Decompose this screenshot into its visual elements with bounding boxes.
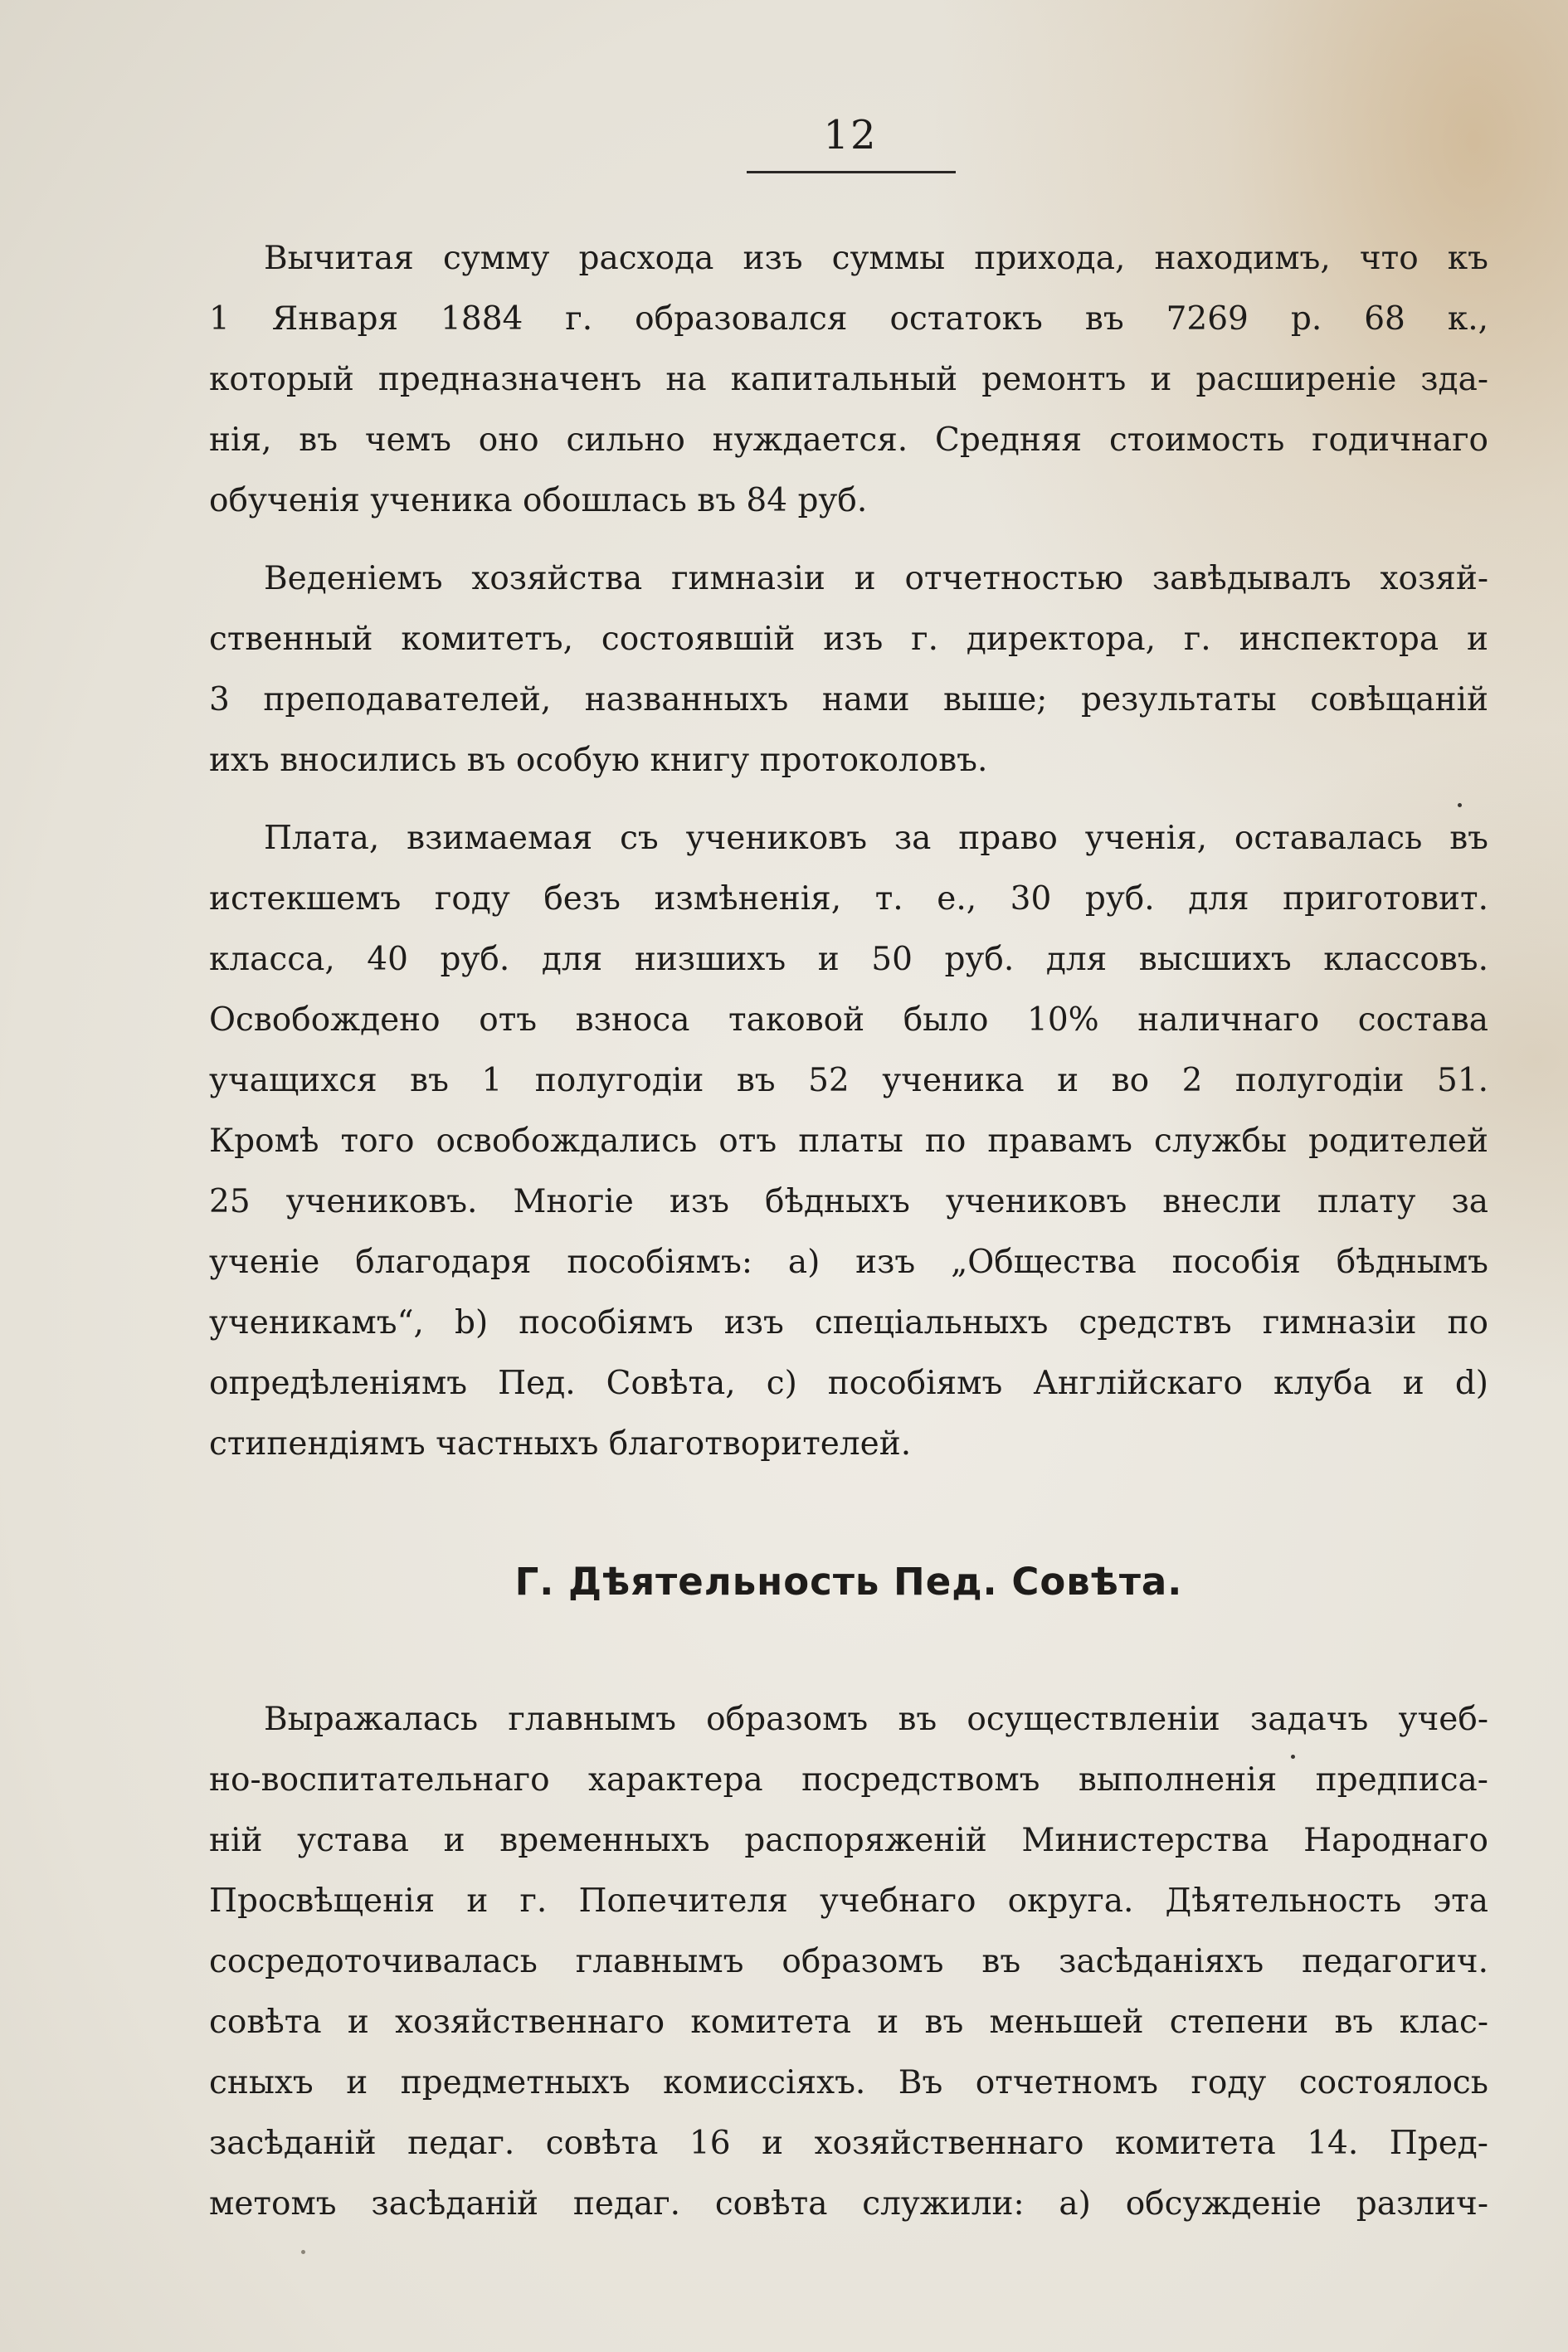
text-line: Веденіемъ хозяйства гимназіи и отчетностью завѣдывалъ хозяй- [264, 560, 1488, 597]
text-line: 3 преподавателей, названныхъ нами выше; результаты совѣщаній [209, 681, 1488, 718]
text-line: ученіе благодаря пособіямъ: а) изъ „Общества пособія бѣднымъ [209, 1244, 1488, 1281]
text-line: Освобождено отъ взноса таковой было 10% наличнаго состава [209, 1001, 1488, 1039]
text-line: Плата, взимаемая съ учениковъ за право ученія, оставалась въ [264, 820, 1488, 857]
paragraph-tuition-fees [209, 808, 1488, 1474]
text-line: Просвѣщенія и г. Попечителя учебнаго округа. Дѣятельность эта [209, 1882, 1488, 1920]
text-line: который предназначенъ на капитальный ремонтъ и расширеніе зда- [209, 361, 1488, 398]
text-line: но-воспитательнаго характера посредствомъ выполненія предписа- [209, 1761, 1488, 1799]
text-line: совѣта и хозяйственнаго комитета и въ меньшей степени въ клас- [209, 2004, 1488, 2041]
text-line: сосредоточивалась главнымъ образомъ въ засѣданіяхъ педагогич. [209, 1943, 1488, 1980]
text-line: опредѣленіямъ Пед. Совѣта, с) пособіямъ Англійскаго клуба и d) [209, 1365, 1488, 1402]
text-line: ихъ вносились въ особую книгу протоколовъ. [209, 742, 988, 779]
text-line: сныхъ и предметныхъ комиссіяхъ. Въ отчетномъ году состоялось [209, 2064, 1488, 2101]
page-number-rule [747, 171, 956, 173]
text-line: Вычитая сумму расхода изъ суммы прихода, находимъ, что къ [264, 240, 1488, 277]
section-heading: Г. Дѣятельность Пед. Совѣта. [514, 1560, 1183, 1604]
print-speck [301, 2250, 305, 2254]
text-line: стипендіямъ частныхъ благотворителей. [209, 1425, 912, 1463]
paragraph-remainder [209, 228, 1488, 531]
text-line: Выражалась главнымъ образомъ въ осуществленіи задачъ учеб- [264, 1701, 1488, 1738]
text-line: истекшемъ году безъ измѣненія, т. е., 30 руб. для приготовит. [209, 880, 1488, 918]
text-line: засѣданій педаг. совѣта 16 и хозяйственнаго комитета 14. Пред- [209, 2125, 1488, 2162]
text-line: Кромѣ того освобождались отъ платы по правамъ службы родителей [209, 1122, 1488, 1160]
text-line: ній устава и временныхъ распоряженій Министерства Народнаго [209, 1822, 1488, 1859]
text-line: ученикамъ“, b) пособіямъ изъ спеціальныхъ средствъ гимназіи по [209, 1304, 1488, 1342]
paragraph-council-activity [209, 1689, 1488, 2234]
page-number: 12 [823, 112, 878, 158]
body-text-bottom [209, 1689, 1488, 2234]
print-speck [1291, 1755, 1295, 1759]
text-line: ственный комитетъ, состоявшій изъ г. директора, г. инспектора и [209, 621, 1488, 658]
text-line: метомъ засѣданій педаг. совѣта служили: а) обсужденіе различ- [209, 2185, 1488, 2223]
text-line: учащихся въ 1 полугодіи въ 52 ученика и во 2 полугодіи 51. [209, 1062, 1488, 1099]
text-line: 25 учениковъ. Многіе изъ бѣдныхъ учениковъ внесли плату за [209, 1183, 1488, 1220]
text-line: класса, 40 руб. для низшихъ и 50 руб. для высшихъ классовъ. [209, 941, 1488, 978]
body-text-top [209, 228, 1488, 1474]
print-speck [1458, 803, 1462, 807]
text-line: нія, въ чемъ оно сильно нуждается. Средняя стоимость годичнаго [209, 421, 1488, 459]
text-line: обученія ученика обошлась въ 84 руб. [209, 482, 868, 519]
text-line: 1 Января 1884 г. образовался остатокъ въ 7269 р. 68 к., [209, 300, 1488, 338]
paragraph-household-committee [209, 548, 1488, 791]
